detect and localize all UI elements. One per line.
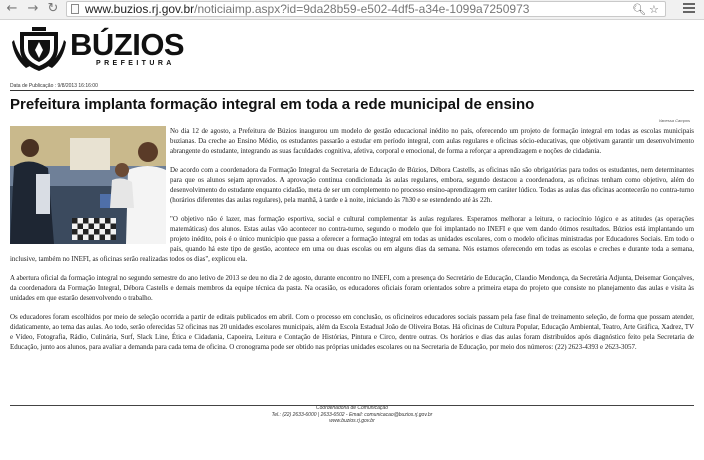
page-footer bbox=[0, 405, 704, 425]
brand-subtitle: PREFEITURA bbox=[96, 60, 175, 67]
brand-name: BÚZIOS bbox=[70, 27, 185, 62]
forward-arrow-icon[interactable]: → bbox=[27, 1, 39, 16]
address-bar[interactable] bbox=[66, 1, 666, 17]
article-body bbox=[10, 126, 694, 361]
footer-contact: Tel.: (22) 2633-6000 | 2633-6502 - Email: comunicacao@buzios.rj.gov.br bbox=[271, 411, 433, 418]
menu-icon[interactable] bbox=[683, 3, 695, 15]
footer-website: www.buzios.rj.gov.br bbox=[329, 418, 375, 424]
browser-toolbar bbox=[0, 0, 704, 20]
photo-spacer bbox=[10, 126, 170, 246]
crest-icon bbox=[12, 26, 66, 72]
footer-department: Coordenadoria de Comunicação bbox=[316, 405, 388, 411]
article-paragraph: A abertura oficial da formação integral no segundo semestre do ano letivo de 2013 se deu no dia 2 de agosto, durante encontro no INEFI, com a presença do Secretário de Educação, Claudio Mendonça, da Secretária Adjunta, Deisemar Gonçalves, da coordenadora da Formação Integral, Débora Castells e demais membros da equipe técnica da pasta. Na ocasião, os educadores oficiais foram orientados sobre a primeira etapa do projeto que consiste no planejamento das aulas e visita às unidades em que estarão desenvolvendo o trabalho. bbox=[10, 274, 694, 302]
article-paragraph: De acordo com a coordenadora da Formação Integral da Secretaria de Educação de Búzios, Débora Castells, as oficinas não são obrigatórias para todos os estudantes, nem determinantes para que os alunos sejam aprovados. A aprovação continua condicionada às aulas regulares, embora, segundo destacou a coordenadora, as oficinas tenham como objetivo, além do desenvolvimento do estudante enquanto cidadão, meta de ser um complemento no processo ensino-aprendizagem em caráter lúdico. Todas as aulas das oficinas acontecerão no contra-turno (horários diferentes das aulas regulares), pela manhã, à tarde e à noite, iniciando às 7h30 e se estendendo até às 22h. bbox=[170, 166, 694, 204]
publication-date: Data de Publicação : 9/8/2013 16:16:00 bbox=[10, 83, 98, 89]
search-icon[interactable]: 🔍︎ bbox=[632, 3, 646, 16]
article-title: Prefeitura implanta formação integral em toda a rede municipal de ensino bbox=[10, 96, 535, 113]
article-paragraph: Os educadores foram escolhidos por meio de seleção ocorrida a partir de editais publicados em abril. Com o processo em conclusão, os oficineiros educadores sociais passam pela fase final de treinamento seleção, de forma que possam atender, didaticamente, ao tema das aulas. Ao todo, serão oferecidas 52 oficinas nas 20 unidades escolares municipais, além da Escola Estadual João de Oliveira Botas. Há oficinas de Cultura Popular, Educação Ambiental, Teatro, Arte Gráfica, Xadrez, TV e Vídeo, Fotografia, Rádio, Culinária, Surf, Slack Line, Ética e Cidadania, Capoeira, Leitura e Contação de Histórias, Pintura e Circo, dentre outras. Os horários e dias das aulas foram distribuídos após diagnóstico feito pela Secretaria de Educação, junto aos alunos, para avaliar a demanda para cada tema de oficina. O cronograma pode ser obtido nas próprias unidades escolares ou na Secretaria de Educação, por meio dos números: (22) 2623-4393 e 2623-3057. bbox=[10, 313, 694, 351]
star-icon[interactable]: ☆ bbox=[649, 3, 659, 16]
url-path: /noticiaimp.aspx?id=9da28b59-e502-4df5-a34e-1099a7250973 bbox=[194, 2, 530, 16]
reload-icon[interactable]: ↻ bbox=[47, 1, 59, 16]
url-domain: www.buzios.rj.gov.br bbox=[85, 2, 195, 16]
photo-credit: Vanessa Campos bbox=[658, 118, 690, 123]
header-divider bbox=[10, 90, 694, 91]
prefeitura-logo bbox=[12, 26, 192, 74]
article-paragraph: "O objetivo não é lazer, mas formação esportiva, social e cultural complementar às aulas regulares. Esperamos melhorar a leitura, o raciocínio lógico e as atitudes (as operações matemáticas) dos alunos. Estas aulas vão acontecer no contra-turno, segundo o modelo que foi implantado no INEFI e que vem dando ótimos resultados. Búzios está implantando um projeto inédito, pois é o único município que passa a oferecer a formação integral em todas as unidades escolares, com o modelo oficinas ministradas por Educadores Sociais. Em todo o país, quando há este tipo de gestão, acontece em uma ou duas escolas ou em alguns dias da semana. Nós estamos oferecendo em todas as escolas e creches e durante toda a semana, inclusive, também no INEFI, as oficinas serão realizadas todos os dias", explicou ela. bbox=[10, 215, 694, 263]
page-icon bbox=[71, 4, 79, 14]
article-paragraph: No dia 12 de agosto, a Prefeitura de Búzios inaugurou um modelo de gestão educacional inédito no país, oferecendo um projeto de formação integral em todas as escolas municipais buzianas. Da creche ao Ensino Médio, os estudantes passarão a estudar em período integral, com aulas regulares e oficinas sócio-educativas, que objetivam garantir um desenvolvimento abrangente do estudante, integrando as suas faculdades cognitiva, afetiva, corporal e emocional, de forma a reforçar a aprendizagem e noções de cidadania. bbox=[170, 127, 694, 155]
back-arrow-icon[interactable]: ← bbox=[6, 1, 18, 16]
address-url bbox=[85, 2, 529, 17]
